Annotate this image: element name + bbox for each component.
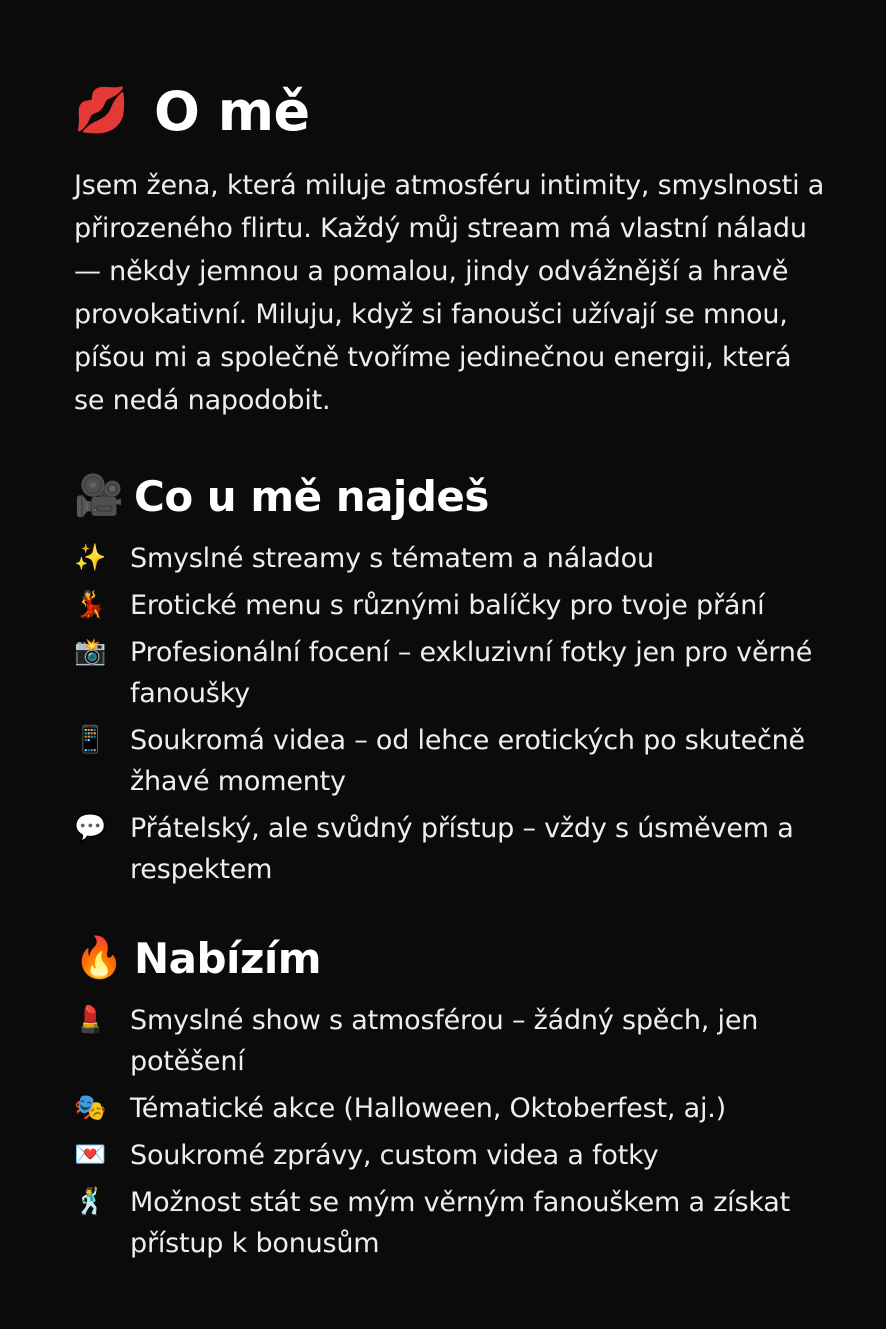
about-text: Jsem žena, která miluje atmosféru intimity, smyslnosti a přirozeného flirtu. Každý můj stream má vlastní náladu — někdy jemnou a pomalou, jindy odvážnější a hravě provokativní. Miluju, když si fanoušci užívají se mnou, píšou mi a společně tvoříme jedinečnou energii, která se nedá napodobit.: [74, 170, 825, 416]
man-dancing-icon: 🕺: [74, 1187, 107, 1217]
list-item-text: Smyslné show s atmosférou – žádný spěch, jen potěšení: [130, 1005, 759, 1077]
list-item: [74, 585, 830, 626]
provide-heading: [74, 930, 830, 986]
provide-title: Nabízím: [134, 933, 322, 983]
love-letter-icon: 💌: [74, 1140, 107, 1170]
list-item: [74, 538, 830, 579]
list-item: [74, 632, 830, 714]
list-item-text: Smyslné streamy s tématem a náladou: [130, 543, 654, 574]
fire-icon: 🔥: [74, 935, 124, 981]
phone-video-icon: 📱: [74, 725, 107, 755]
list-item: [74, 1182, 830, 1264]
movie-camera-icon: 🎥: [74, 473, 124, 519]
lips-icon: 💋: [74, 85, 129, 136]
about-heading: [74, 78, 830, 144]
list-item-text: Soukromá videa – od lehce erotických po skutečně žhavé momenty: [130, 725, 805, 797]
theater-masks-icon: 🎭: [74, 1093, 107, 1123]
list-item: [74, 808, 830, 890]
list-item: [74, 1135, 830, 1176]
offer-title: Co u mě najdeš: [134, 471, 489, 521]
list-item-text: Přátelský, ale svůdný přístup – vždy s úsměvem a respektem: [130, 813, 794, 885]
list-item: [74, 720, 830, 802]
list-item-text: Soukromé zprávy, custom videa a fotky: [130, 1140, 659, 1171]
list-item-text: Profesionální focení – exkluzivní fotky jen pro věrné fanoušky: [130, 637, 813, 709]
list-item-text: Tématické akce (Halloween, Oktoberfest, aj.): [130, 1093, 727, 1124]
offer-heading: [74, 468, 830, 524]
speech-bubble-icon: 💬: [74, 813, 107, 843]
provide-list: [74, 1000, 830, 1264]
about-title: O mě: [154, 79, 310, 143]
lipstick-icon: 💄: [74, 1005, 107, 1035]
list-item-text: Erotické menu s různými balíčky pro tvoje přání: [130, 590, 765, 621]
camera-flash-icon: 📸: [74, 637, 107, 667]
list-item: [74, 1088, 830, 1129]
sparkles-icon: ✨: [74, 543, 107, 573]
list-item: [74, 1000, 830, 1082]
dancer-icon: 💃: [74, 590, 107, 620]
list-item-text: Možnost stát se mým věrným fanouškem a získat přístup k bonusům: [130, 1187, 791, 1259]
offer-list: [74, 538, 830, 890]
